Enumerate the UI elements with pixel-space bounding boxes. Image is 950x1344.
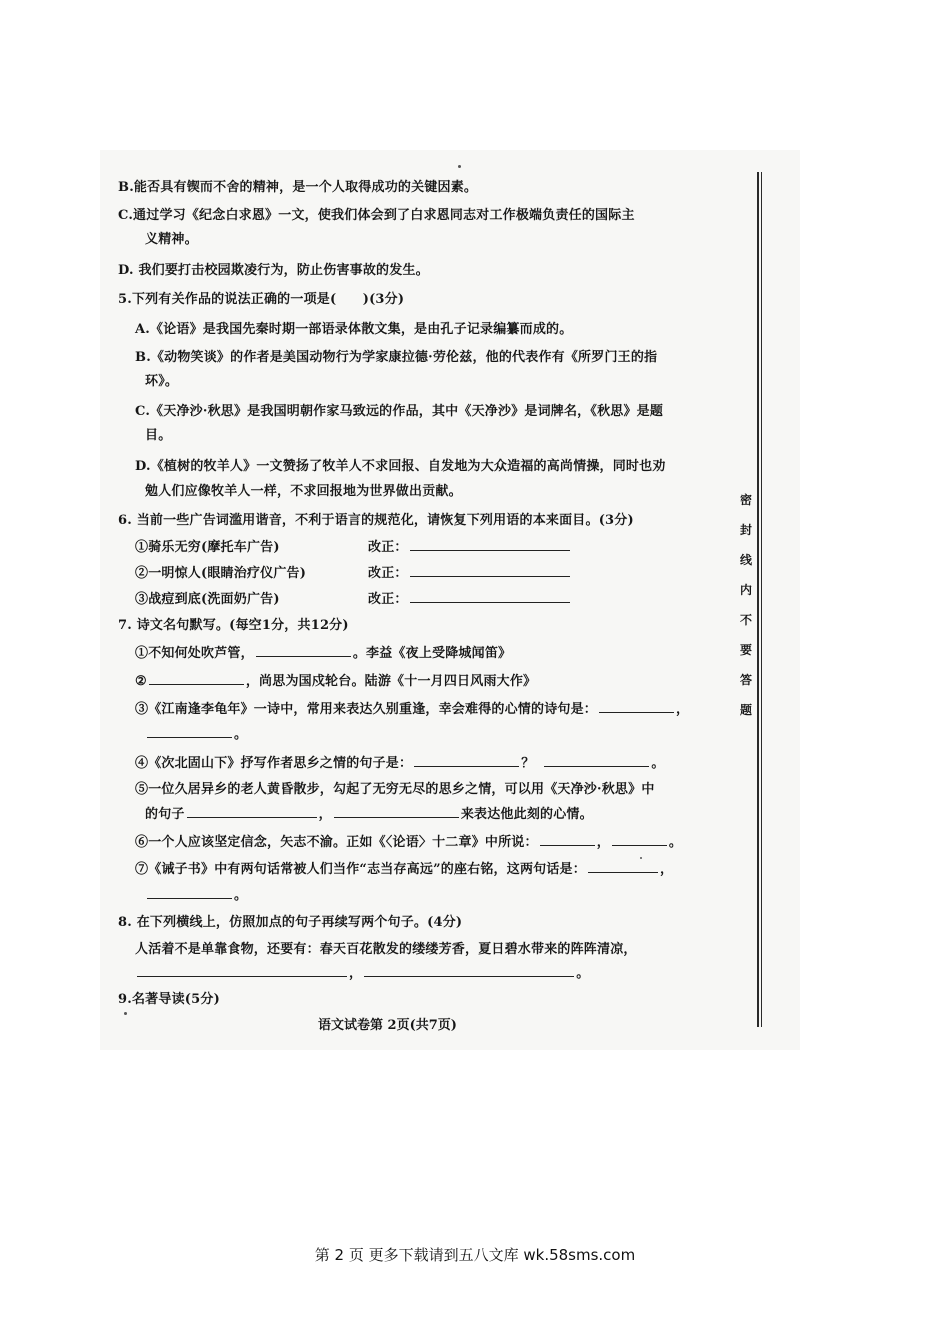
q7-item-3-b: ， (676, 702, 690, 717)
question-8: 8. 在下列横线上，仿照加点的句子再续写两个句子。(4分) (118, 915, 463, 930)
q8-comma: ， (349, 966, 363, 981)
seal-char: 线 (739, 553, 752, 567)
q7-item-6-a: ⑥一个人应该坚定信念，矢志不渝。正如《〈论语〉十二章》中所说： (135, 835, 538, 850)
q7-item-7-b: ， (659, 862, 674, 877)
option-d: D. 我们要打击校园欺凌行为，防止伤害事故的发生。 (118, 263, 429, 278)
q5-option-d-cont: 勉人们应像牧羊人一样，不求回报地为世界做出贡献。 (145, 484, 462, 499)
answer-blank[interactable] (187, 805, 317, 818)
fix-answer-blank[interactable] (410, 538, 570, 551)
q7-item-3-cont (145, 723, 247, 742)
scan-speck (640, 857, 642, 859)
option-c: C.通过学习《纪念白求恩》一文，使我们体会到了白求恩同志对工作极端负责任的国际主 (118, 208, 635, 223)
fix-answer-blank[interactable] (410, 564, 570, 577)
answer-blank[interactable] (588, 860, 658, 873)
q7-item-3-c: 。 (234, 727, 248, 742)
question-9: 9.名著导读(5分) (118, 992, 220, 1007)
fix-label: 改正： (368, 566, 408, 581)
q7-item-6-b: ， (596, 835, 610, 850)
question-7: 7. 诗文名句默写。(每空1分，共12分) (118, 618, 349, 633)
q7-item-7-cont (145, 884, 247, 903)
answer-blank[interactable] (334, 805, 459, 818)
answer-blank[interactable] (256, 644, 351, 657)
option-c-cont: 义精神。 (145, 232, 198, 247)
answer-blank[interactable] (414, 754, 519, 767)
download-footer: 第 2 页 更多下载请到五八文库 wk.58sms.com (314, 1246, 636, 1264)
question-6: 6. 当前一些广告词滥用谐音，不利于语言的规范化，请恢复下列用语的本来面目。(3分) (118, 513, 634, 528)
seal-char: 不 (739, 613, 752, 627)
q5-option-c-cont: 目。 (145, 428, 172, 443)
q7-item-2 (135, 670, 536, 689)
answer-blank[interactable] (137, 964, 347, 977)
scan-speck (458, 165, 461, 168)
q8-answer (135, 962, 589, 981)
question-5: 5.下列有关作品的说法正确的一项是( )(3分) (118, 292, 405, 307)
seal-char: 要 (739, 643, 752, 657)
q8-period: 。 (576, 966, 590, 981)
q5-option-b-cont: 环》。 (145, 374, 179, 389)
q6-item-1 (135, 536, 280, 555)
q7-item-4-c: 。 (651, 756, 665, 771)
q6-item-2 (135, 562, 306, 581)
answer-blank[interactable] (147, 725, 232, 738)
q6-item-3-text: ③战痘到底(洗面奶广告) (135, 592, 280, 607)
q7-item-3-a: ③《江南逢李龟年》一诗中，常用来表达久别重逢，幸会难得的心情的诗句是： (135, 702, 598, 717)
binding-line (757, 172, 759, 1027)
answer-blank[interactable] (599, 700, 674, 713)
q5-option-c: C.《天净沙·秋思》是我国明朝作家马致远的作品，其中《天净沙》是词牌名，《秋思》是题 (135, 404, 664, 419)
q7-item-7 (135, 858, 673, 877)
option-b: B.能否具有锲而不舍的精神，是一个人取得成功的关键因素。 (118, 180, 478, 195)
q7-item-5: ⑤一位久居异乡的老人黄昏散步，勾起了无穷无尽的思乡之情，可以用《天净沙·秋思》中 (135, 782, 655, 797)
exam-page-number: 语文试卷第 2页(共7页) (318, 1018, 457, 1033)
fix-answer-blank[interactable] (410, 590, 570, 603)
q6-fix-2 (368, 562, 572, 581)
q7-item-1-b: 。李益《夜上受降城闻笛》 (352, 646, 512, 661)
q7-item-5-d: 来表达他此刻的心情。 (460, 807, 593, 822)
q7-item-5-cont (145, 803, 593, 822)
answer-blank[interactable] (544, 754, 649, 767)
q7-item-6-c: 。 (668, 835, 683, 850)
q7-item-7-c: 。 (234, 888, 248, 903)
q7-item-5-c: ， (318, 807, 332, 822)
q7-item-4 (135, 752, 665, 771)
q5-option-d: D.《植树的牧羊人》一文赞扬了牧羊人不求回报、自发地为大众造福的高尚情操，同时也劝 (135, 459, 666, 474)
binding-line-inner (761, 172, 762, 1027)
seal-char: 答 (739, 673, 752, 687)
scan-speck (124, 1012, 127, 1015)
q7-item-1 (135, 642, 511, 661)
q5-option-b: B.《动物笑谈》的作者是美国动物行为学家康拉德·劳伦兹，他的代表作有《所罗门王的指 (135, 350, 658, 365)
answer-blank[interactable] (149, 672, 244, 685)
q8-prompt: 人活着不是单靠食物，还要有：春天百花散发的缕缕芳香，夏日碧水带来的阵阵清凉， (135, 942, 637, 957)
seal-line-notice (735, 485, 757, 725)
q7-item-5-b: 的句子 (145, 807, 185, 822)
answer-blank[interactable] (612, 833, 667, 846)
q6-fix-1 (368, 536, 572, 555)
seal-char: 内 (739, 583, 752, 597)
q7-item-1-a: ①不知何处吹芦管， (135, 646, 254, 661)
q6-fix-3 (368, 588, 572, 607)
q7-item-2-a: ② (135, 674, 147, 689)
q6-item-2-text: ②一明惊人(眼睛治疗仪广告) (135, 566, 307, 581)
q5-option-a: A.《论语》是我国先秦时期一部语录体散文集，是由孔子记录编纂而成的。 (135, 322, 573, 337)
seal-char: 题 (739, 703, 752, 717)
q6-item-1-text: ①骑乐无穷(摩托车广告) (135, 540, 280, 555)
answer-blank[interactable] (147, 886, 232, 899)
answer-blank[interactable] (364, 964, 574, 977)
q7-item-7-a: ⑦《诫子书》中有两句话常被人们当作“志当存高远”的座右铭，这两句话是： (135, 862, 586, 877)
q7-item-2-b: ，尚思为国戍轮台。陆游《十一月四日风雨大作》 (245, 674, 537, 689)
q6-item-3 (135, 588, 280, 607)
fix-label: 改正： (368, 592, 408, 607)
q7-item-4-a: ④《次北固山下》抒写作者思乡之情的句子是： (135, 756, 413, 771)
q7-item-4-b: ？ (521, 756, 535, 771)
q7-item-6 (135, 831, 682, 850)
fix-label: 改正： (368, 540, 408, 555)
q7-item-3 (135, 698, 689, 717)
seal-char: 密 (739, 493, 752, 507)
seal-char: 封 (739, 523, 752, 537)
answer-blank[interactable] (540, 833, 595, 846)
